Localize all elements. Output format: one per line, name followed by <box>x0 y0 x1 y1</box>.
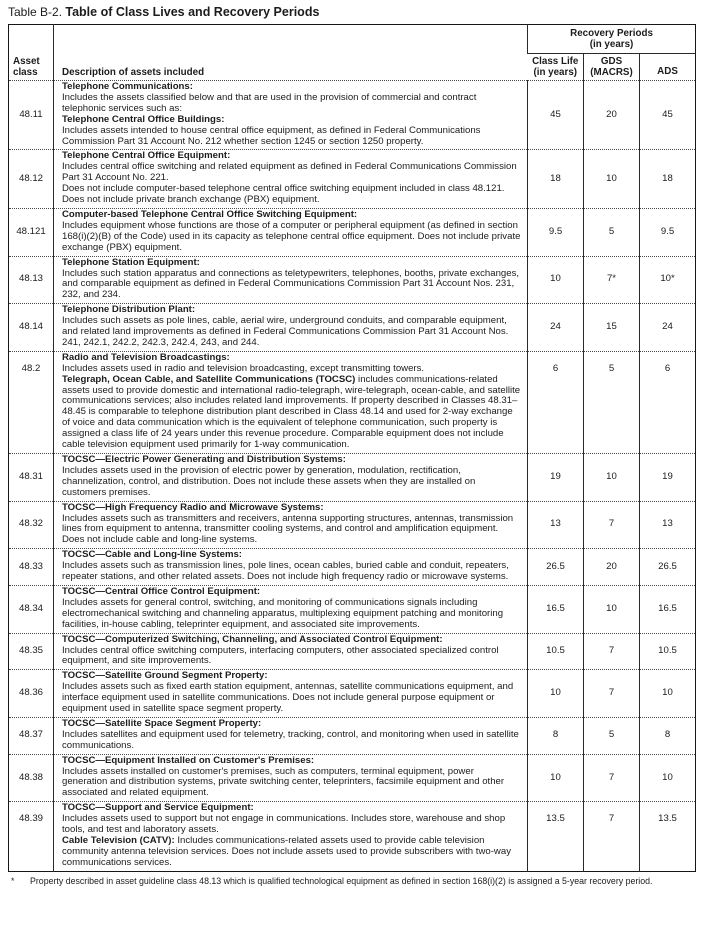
ads-value: 18 <box>640 150 696 209</box>
class-life-value: 19 <box>528 454 584 502</box>
table-row <box>9 585 696 633</box>
table-row <box>9 802 696 871</box>
description-cell: Radio and Television Broadcastings: Includes assets used in radio and television broadcasting, except transmitting towers. Telegraph, Ocean Cable, and Satellite Communications (TOCSC) includes communications-related assets used to provide domestic and international radio-telegraph, wire-telegraph, ocean-cable, and satellite communications services; also includes related land improvements. If property described in Classes 48.31–48.45 is comparable to telephone distribution plant described in Class 48.14 and used for 2-way exchange of voice and data communication which is the equivalent of telephone communication, such property is assigned a class life of 24 years under this revenue procedure. Comparable equipment does not include cable television equipment used primarily for 1-way communication. <box>54 351 528 453</box>
description-cell: Telephone Communications: Includes the assets classified below and that are used in the provision of commercial and contract telephonic services such as: Telephone Central Office Buildings: Includes assets intended to house central office equipment, as defined in Federal Communications Commission Part 31 Account No. 212 whether section 1245 or section 1250 property. <box>54 81 528 150</box>
ads-value: 9.5 <box>640 208 696 256</box>
asset-class-cell: 48.36 <box>18 687 43 699</box>
ads-value: 13 <box>640 501 696 549</box>
asset-class-cell: 48.32 <box>18 518 43 530</box>
ads-value: 10 <box>640 670 696 718</box>
ads-value: 10 <box>640 754 696 802</box>
description-cell: Telephone Central Office Equipment: Includes central office switching and related equipment as defined in Federal Communications Commission Part 31 Account No. 221. Does not include computer-based telephone central office switching equipment included in class 48.121. Does not include private branch exchange (PBX) equipment. <box>54 150 528 209</box>
table-title-text: Table of Class Lives and Recovery Periods <box>65 5 320 19</box>
table-row <box>9 717 696 754</box>
class-life-value: 16.5 <box>528 585 584 633</box>
ads-value: 8 <box>640 717 696 754</box>
table-row <box>9 351 696 453</box>
table-row <box>9 454 696 502</box>
ads-value: 10* <box>640 256 696 304</box>
class-life-value: 13.5 <box>528 802 584 871</box>
ads-value: 45 <box>640 81 696 150</box>
class-life-value: 26.5 <box>528 549 584 586</box>
class-life-value: 10 <box>528 256 584 304</box>
table-row <box>9 150 696 209</box>
table-number-label: Table B-2. <box>8 5 63 19</box>
class-life-value: 13 <box>528 501 584 549</box>
class-lives-table <box>8 24 696 872</box>
footnote-marker: * <box>11 875 15 886</box>
class-life-value: 10 <box>528 670 584 718</box>
table-row <box>9 633 696 670</box>
asset-class-cell: 48.31 <box>18 470 43 482</box>
description-cell: TOCSC—Satellite Ground Segment Property: Includes assets such as fixed earth station equipment, antennas, satellite communications equipment, and interface equipment used in satellite communications. Does not include general purpose equipment or equipment used in satellite space segment property. <box>54 670 528 718</box>
description-cell: TOCSC—Electric Power Generating and Distribution Systems: Includes assets used in the provision of electric power by generation, modulation, rectification, channelization, control, and distribution. Does not include these assets when they are installed on customers premises. <box>54 454 528 502</box>
class-life-value: 8 <box>528 717 584 754</box>
asset-class-cell: 48.37 <box>18 729 43 741</box>
header-recovery-periods: Recovery Periods (in years) <box>528 25 696 54</box>
gds-value: 7 <box>584 802 640 871</box>
gds-value: 10 <box>584 150 640 209</box>
gds-value: 20 <box>584 549 640 586</box>
asset-class-cell: 48.12 <box>18 172 43 184</box>
gds-value: 10 <box>584 454 640 502</box>
asset-class-cell: 48.34 <box>18 602 43 614</box>
ads-value: 10.5 <box>640 633 696 670</box>
class-life-value: 10.5 <box>528 633 584 670</box>
gds-value: 10 <box>584 585 640 633</box>
gds-value: 7* <box>584 256 640 304</box>
description-cell: Telephone Distribution Plant: Includes such assets as pole lines, cable, aerial wire, underground conduits, and comparable equipment, and related land improvements as defined in Federal Communications Commission Part 31 Account Nos. 241, 242.1, 242.2, 242.3, 242.4, 243, and 244. <box>54 304 528 352</box>
ads-value: 19 <box>640 454 696 502</box>
header-asset-class: Asset class <box>13 56 40 78</box>
table-row <box>9 754 696 802</box>
ads-value: 26.5 <box>640 549 696 586</box>
table-row <box>9 304 696 352</box>
gds-value: 7 <box>584 633 640 670</box>
class-life-value: 45 <box>528 81 584 150</box>
table-row <box>9 81 696 150</box>
description-cell: Computer-based Telephone Central Office Switching Equipment: Includes equipment whose functions are those of a computer or peripheral equipment (as defined in section 168(i)(2)(B) of the Code) used in its capacity as telephone central office equipment. Does not include private exchange (PBX) equipment. <box>54 208 528 256</box>
gds-value: 20 <box>584 81 640 150</box>
class-life-value: 18 <box>528 150 584 209</box>
header-class-life: Class Life (in years) <box>532 56 579 78</box>
table-row <box>9 670 696 718</box>
description-cell: TOCSC—Equipment Installed on Customer's Premises: Includes assets installed on customer's premises, such as computers, terminal equipment, power generation and distribution systems, private switching center, teleprinters, facsimile equipment and other associated and related equipment. <box>54 754 528 802</box>
asset-class-cell: 48.121 <box>16 225 46 237</box>
description-cell: TOCSC—Central Office Control Equipment: Includes assets for general control, switching, and monitoring of communications signals including electromechanical switching and channeling apparatus, multiplexing equipment patching and monitoring facilities, in-house cabling, teleprinter equipment, and associated site improvements. <box>54 585 528 633</box>
class-life-value: 10 <box>528 754 584 802</box>
asset-class-cell: 48.33 <box>18 560 43 572</box>
description-cell: Telephone Station Equipment: Includes such station apparatus and connections as teletypewriters, telephones, booths, private exchanges, and comparable equipment as defined in Federal Communications Commission Part 31 Account Nos. 231, 232, and 234. <box>54 256 528 304</box>
gds-value: 5 <box>584 351 640 453</box>
footnote <box>8 876 695 887</box>
table-header <box>9 25 696 81</box>
gds-value: 15 <box>584 304 640 352</box>
header-gds: GDS (MACRS) <box>584 54 640 81</box>
asset-class-cell: 48.35 <box>18 645 43 656</box>
header-ads: ADS <box>640 54 696 81</box>
table-row <box>9 256 696 304</box>
gds-value: 7 <box>584 670 640 718</box>
class-life-value: 24 <box>528 304 584 352</box>
ads-value: 13.5 <box>640 802 696 871</box>
ads-value: 16.5 <box>640 585 696 633</box>
gds-value: 7 <box>584 754 640 802</box>
description-cell: TOCSC—Support and Service Equipment: Includes assets used to support but not engage in communications. Includes store, warehouse and shop tools, and test and laboratory assets. Cable Television (CATV): Includes communications-related assets used to provide cable television community antenna television services. Does not include assets used to provide subscribers with two-way communications services. <box>54 802 528 871</box>
description-cell: TOCSC—Computerized Switching, Channeling, and Associated Control Equipment: Includes central office switching computers, interfacing computers, other associated specialized control equipment, and site improvements. <box>54 633 528 670</box>
asset-class-cell: 48.39 <box>18 813 43 825</box>
footnote-text: Property described in asset guideline class 48.13 which is qualified technological equipment as defined in section 168(i)(2) is assigned a 5-year recovery period. <box>30 875 653 886</box>
table-row <box>9 208 696 256</box>
asset-class-cell: 48.11 <box>19 108 43 120</box>
class-life-value: 6 <box>528 351 584 453</box>
table-row <box>9 549 696 586</box>
description-cell: TOCSC—Cable and Long-line Systems: Includes assets such as transmission lines, pole lines, ocean cables, buried cable and conduit, repeaters, repeater stations, and other related assets. Does not include high frequency radio or microwave systems. <box>54 549 528 586</box>
asset-class-cell: 48.13 <box>18 273 43 285</box>
description-cell: TOCSC—High Frequency Radio and Microwave Systems: Includes assets such as transmitters and receivers, antenna supporting structures, antennas, transmission lines from equipment to antenna, transmitter cooling systems, and control and amplification equipment. Does not include cable and long-line systems. <box>54 501 528 549</box>
class-life-value: 9.5 <box>528 208 584 256</box>
page-title <box>8 5 695 19</box>
gds-value: 7 <box>584 501 640 549</box>
table-body <box>9 81 696 872</box>
header-description: Description of assets included <box>54 25 528 81</box>
ads-value: 6 <box>640 351 696 453</box>
asset-class-cell: 48.38 <box>18 771 43 783</box>
gds-value: 5 <box>584 717 640 754</box>
gds-value: 5 <box>584 208 640 256</box>
description-cell: TOCSC—Satellite Space Segment Property: Includes satellites and equipment used for telemetry, tracking, control, and monitoring when used in satellite communications. <box>54 717 528 754</box>
asset-class-cell: 48.2 <box>21 362 41 374</box>
ads-value: 24 <box>640 304 696 352</box>
asset-class-cell: 48.14 <box>18 321 43 333</box>
table-row <box>9 501 696 549</box>
